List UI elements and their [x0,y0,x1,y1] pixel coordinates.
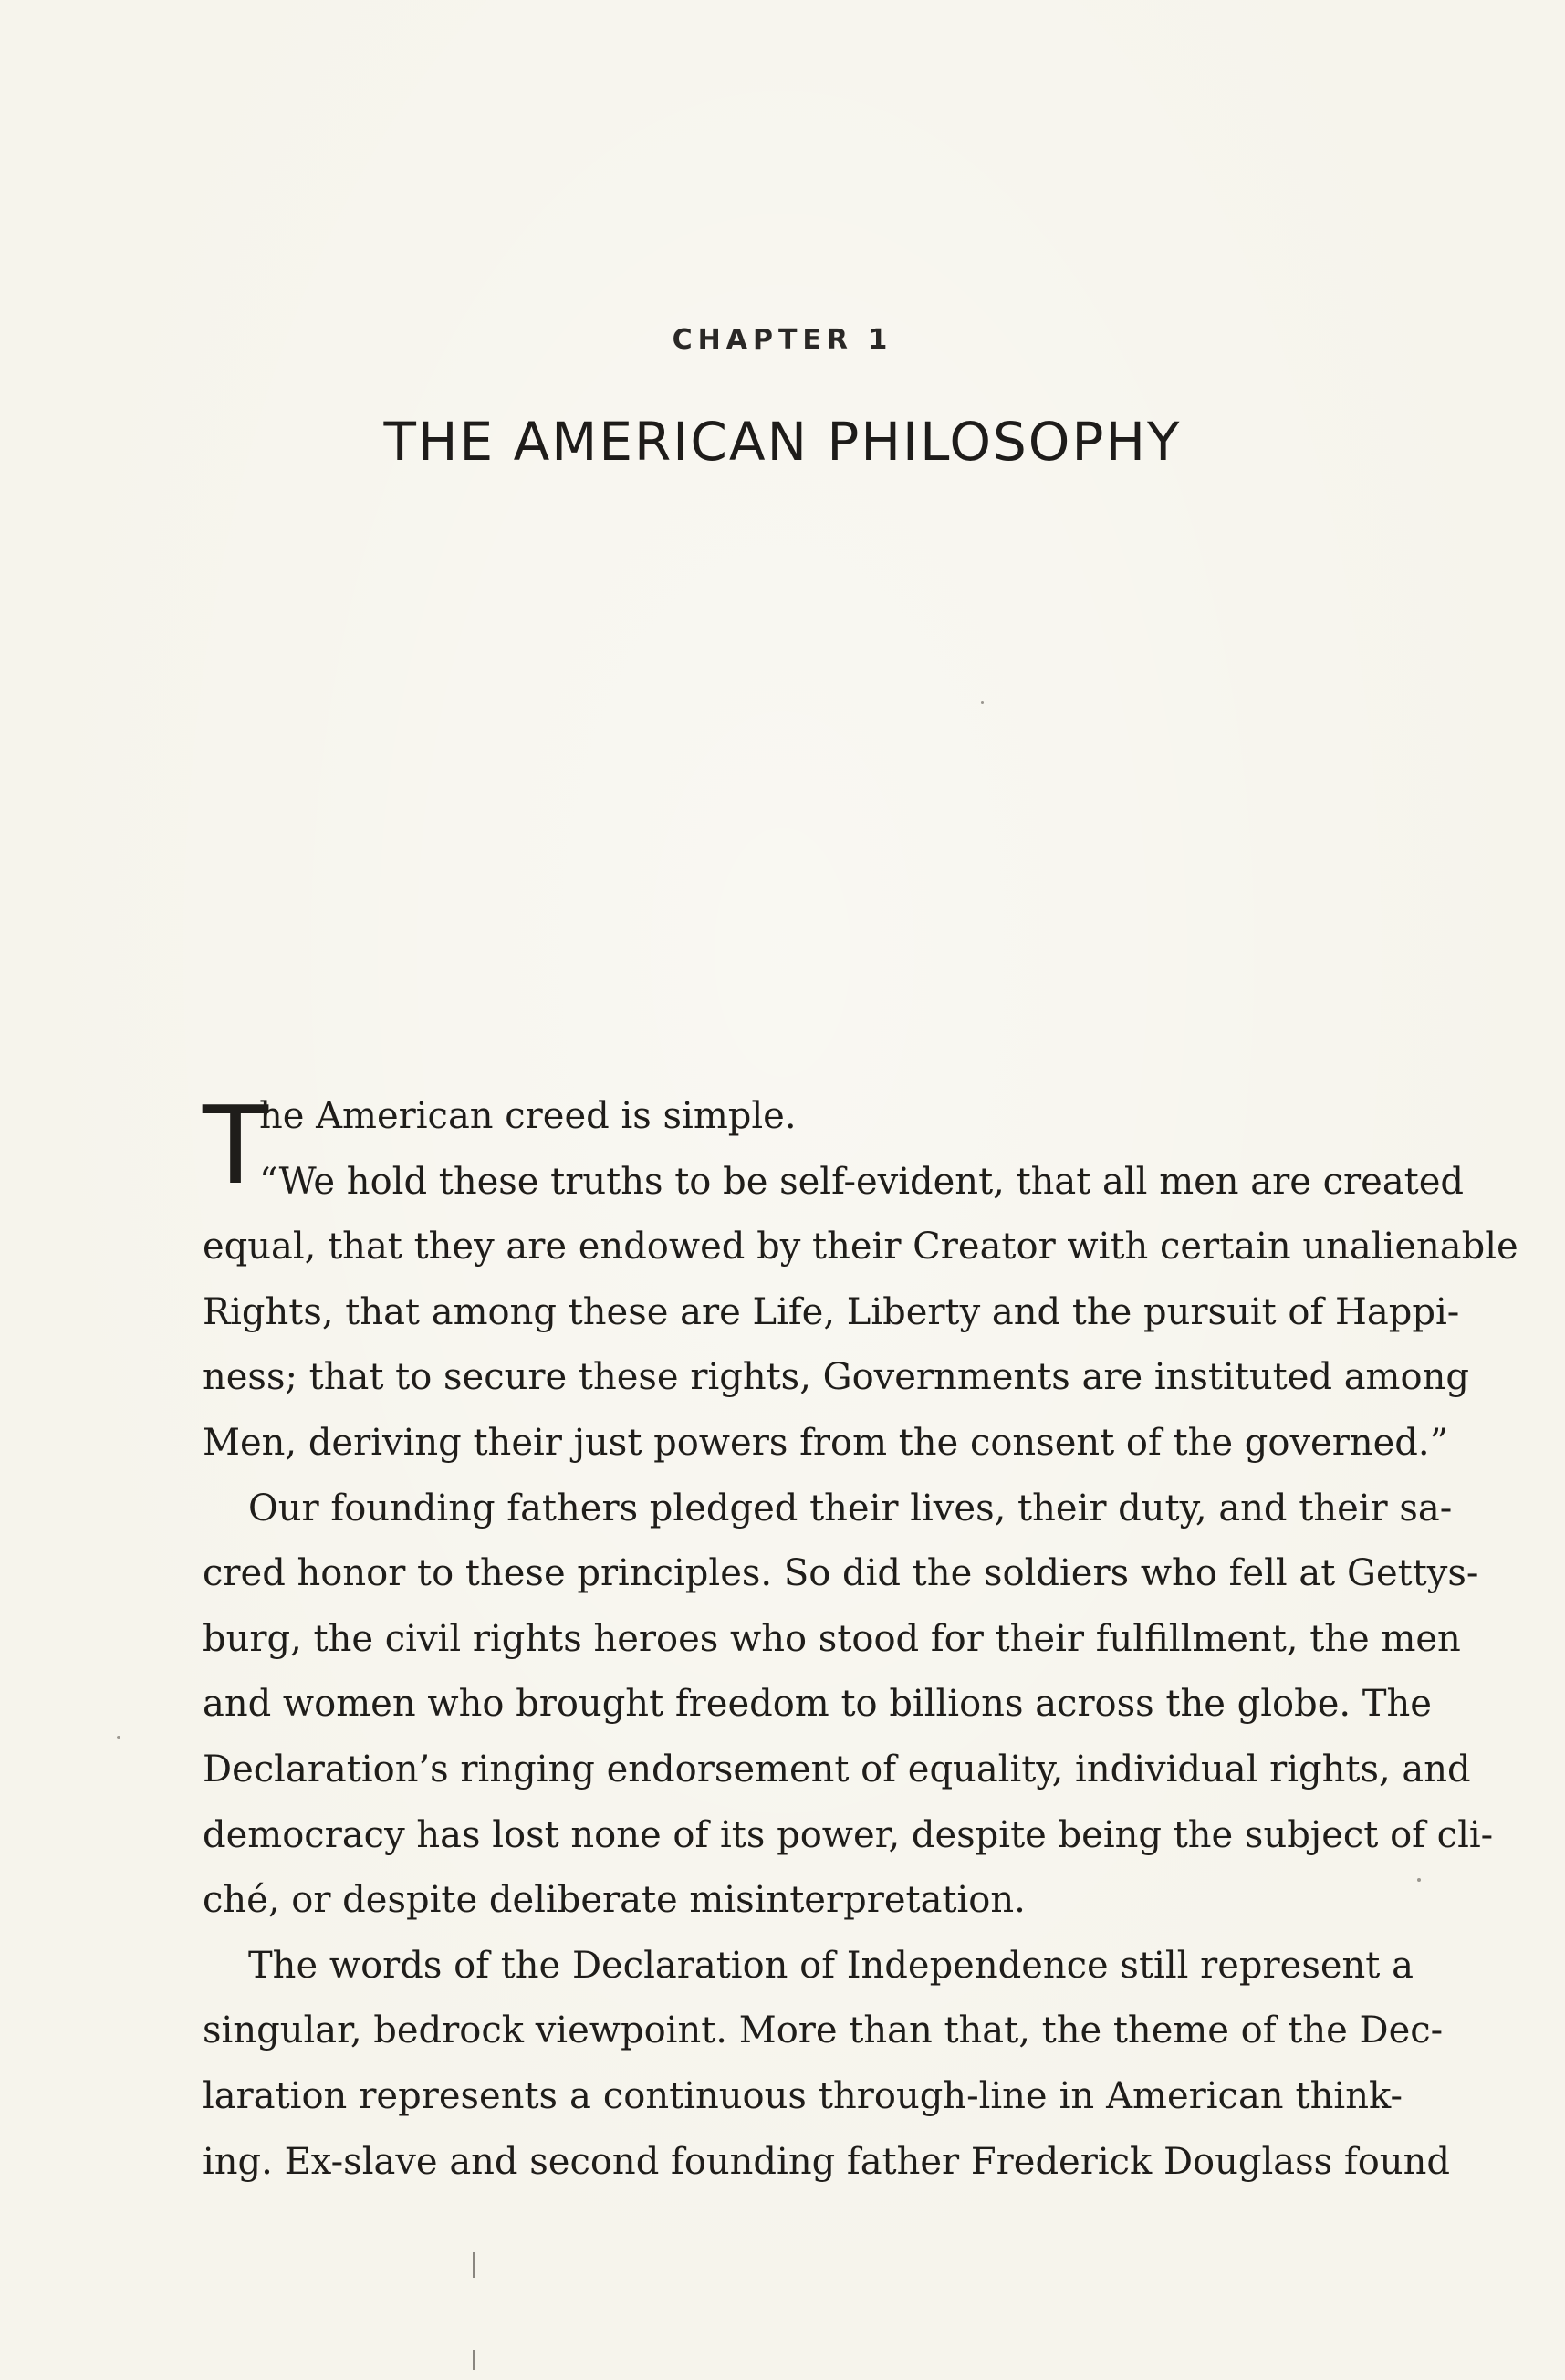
body-line: burg, the civil rights heroes who stood for their fulfillment, the men [203,1617,1461,1660]
body-line: Men, deriving their just powers from the consent of the governed.” [203,1421,1449,1464]
body-line: Our founding fathers pledged their lives, their duty, and their sa- [248,1487,1453,1529]
scan-speck [1417,1878,1421,1882]
drop-cap: T [203,1082,269,1208]
body-line: “We hold these truths to be self-evident, that all men are created [259,1160,1465,1203]
chapter-title: THE AMERICAN PHILOSOPHY [383,411,1182,473]
body-line: ness; that to secure these rights, Governments are instituted among [203,1356,1469,1399]
scan-speck [117,1736,120,1739]
chapter-body [203,1084,1518,2195]
scan-mark [473,2350,475,2370]
scan-mark [473,2252,475,2278]
body-line: cred honor to these principles. So did the soldiers who fell at Gettys- [203,1552,1479,1595]
body-line: laration represents a continuous through-line in American think- [203,2074,1403,2117]
body-line: he American creed is simple. [259,1095,797,1137]
body-line: ing. Ex-slave and second founding father Frederick Douglass found [203,2140,1450,2183]
chapter-label: CHAPTER 1 [672,324,893,356]
body-line: Rights, that among these are Life, Liberty and the pursuit of Happi- [203,1290,1460,1333]
body-line: and women who brought freedom to billions across the globe. The [203,1683,1432,1726]
body-line: equal, that they are endowed by their Creator with certain unalienable [203,1226,1518,1268]
body-line: singular, bedrock viewpoint. More than that, the theme of the Dec- [203,2009,1444,2052]
body-line: ché, or despite deliberate misinterpretation. [203,1879,1026,1922]
body-line: Declaration’s ringing endorsement of equality, individual rights, and [203,1748,1471,1790]
body-line: The words of the Declaration of Independence still represent a [248,1944,1414,1987]
scan-speck [981,701,984,704]
body-line: democracy has lost none of its power, despite being the subject of cli- [203,1813,1494,1856]
